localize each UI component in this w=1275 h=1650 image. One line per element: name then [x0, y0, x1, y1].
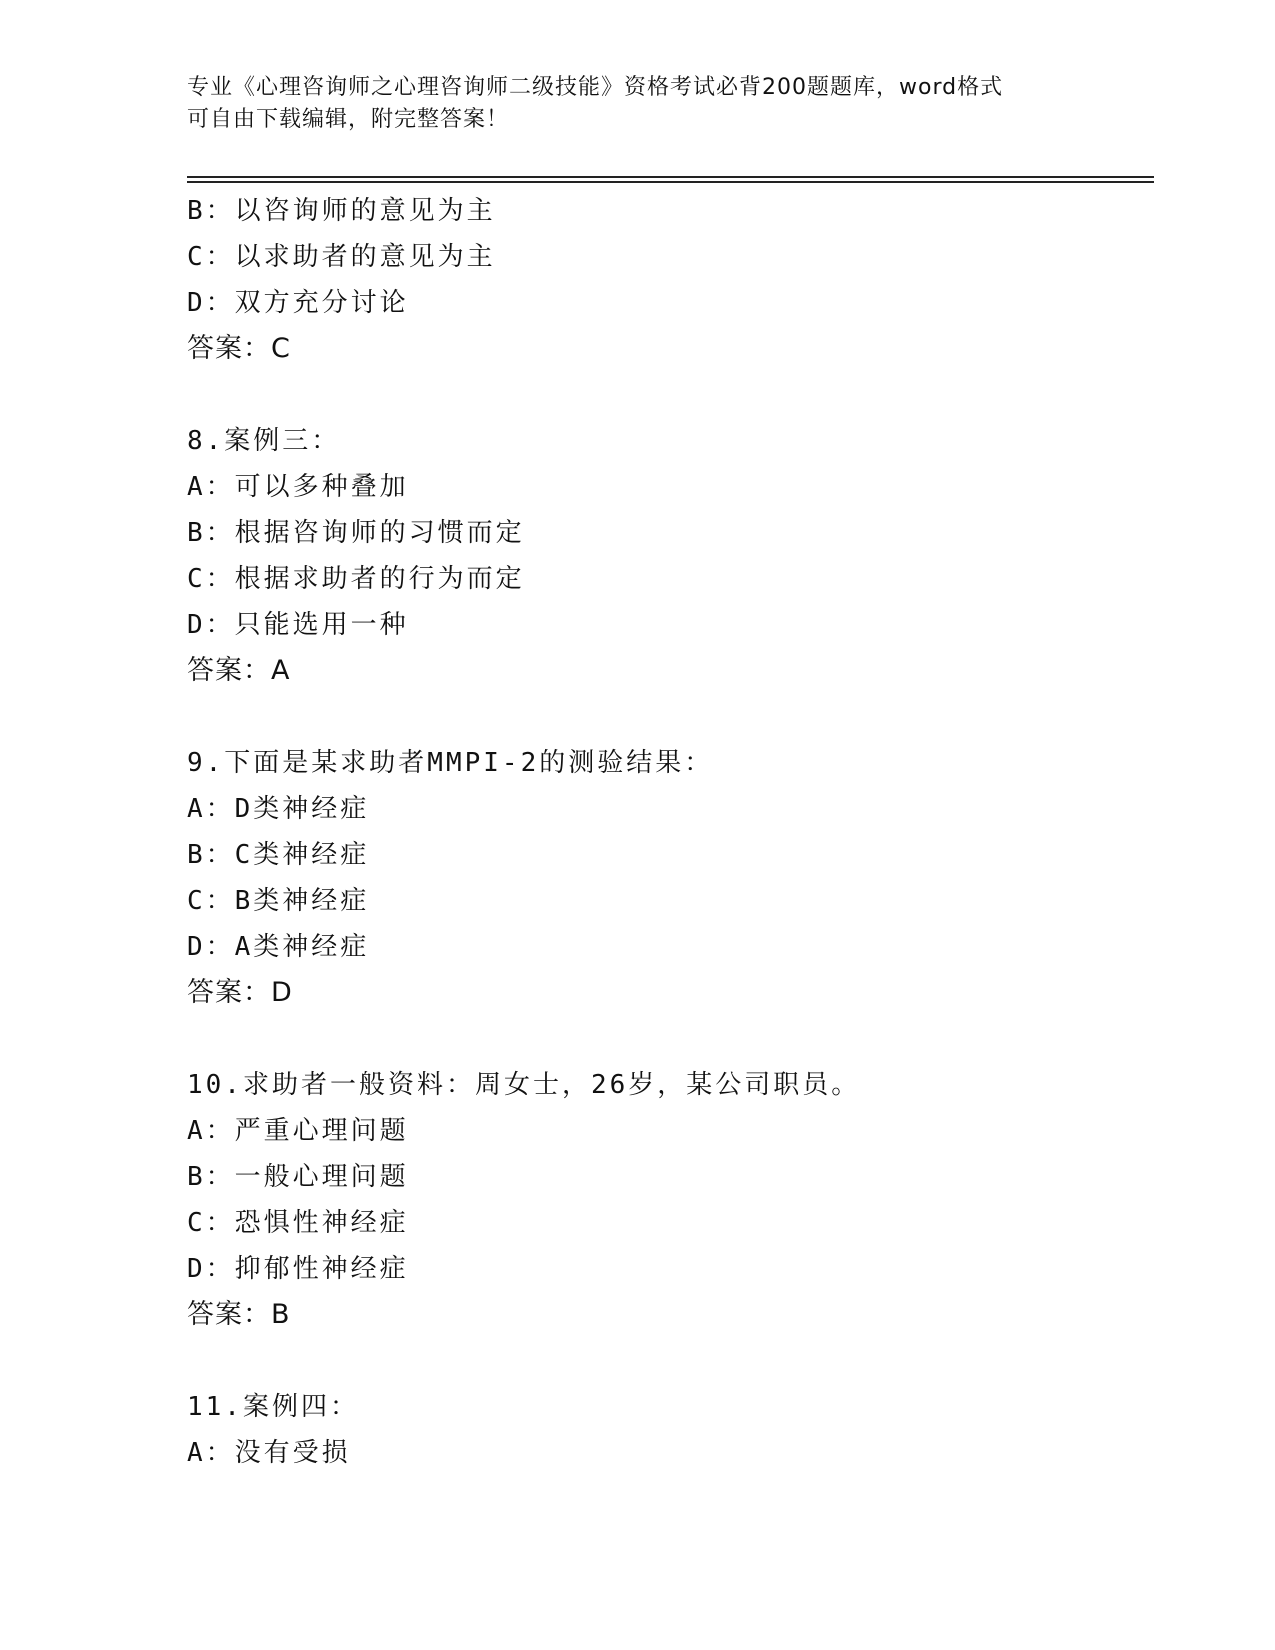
question-text: 8.案例三：: [187, 426, 341, 456]
question-block-11: [187, 1384, 1147, 1476]
option-c: C：以求助者的意见为主: [187, 242, 496, 272]
option-c: C：恐惧性神经症: [187, 1208, 409, 1238]
question-text: 11.案例四：: [187, 1392, 359, 1422]
option-d: D：双方充分讨论: [187, 288, 409, 318]
option-b: B：一般心理问题: [187, 1162, 409, 1192]
option-d: D：抑郁性神经症: [187, 1254, 409, 1284]
option-a: A：严重心理问题: [187, 1116, 409, 1146]
option-c: C：B类神经症: [187, 886, 370, 916]
question-block-8: [187, 418, 1147, 694]
block-spacer: [187, 694, 1147, 740]
question-block-7: [187, 188, 1147, 372]
answer-line: 答案：D: [187, 977, 293, 1008]
question-list: [187, 188, 1147, 1476]
block-spacer: [187, 372, 1147, 418]
option-a: A：可以多种叠加: [187, 472, 409, 502]
option-d: D：A类神经症: [187, 932, 370, 962]
option-d: D：只能选用一种: [187, 610, 409, 640]
header-title-line-1: 专业《心理咨询师之心理咨询师二级技能》资格考试必背200题题库，word格式: [187, 75, 1004, 100]
option-a: A：D类神经症: [187, 794, 370, 824]
question-block-9: [187, 740, 1147, 1016]
document-header: [187, 72, 1087, 136]
option-b: B：根据咨询师的习惯而定: [187, 518, 525, 548]
answer-line: 答案：C: [187, 333, 291, 364]
block-spacer: [187, 1016, 1147, 1062]
header-divider-bottom: [187, 181, 1154, 183]
option-a: A：没有受损: [187, 1438, 351, 1468]
answer-line: 答案：A: [187, 655, 291, 686]
question-block-10: [187, 1062, 1147, 1338]
block-spacer: [187, 1338, 1147, 1384]
option-b: B：C类神经症: [187, 840, 370, 870]
header-divider-top: [187, 176, 1154, 178]
answer-line: 答案：B: [187, 1299, 291, 1330]
option-c: C：根据求助者的行为而定: [187, 564, 525, 594]
option-b: B：以咨询师的意见为主: [187, 196, 496, 226]
question-text: 10.求助者一般资料：周女士，26岁，某公司职员。: [187, 1070, 861, 1100]
header-title-line-2: 可自由下载编辑，附完整答案！: [187, 107, 510, 132]
question-text: 9.下面是某求助者MMPI-2的测验结果：: [187, 748, 714, 778]
